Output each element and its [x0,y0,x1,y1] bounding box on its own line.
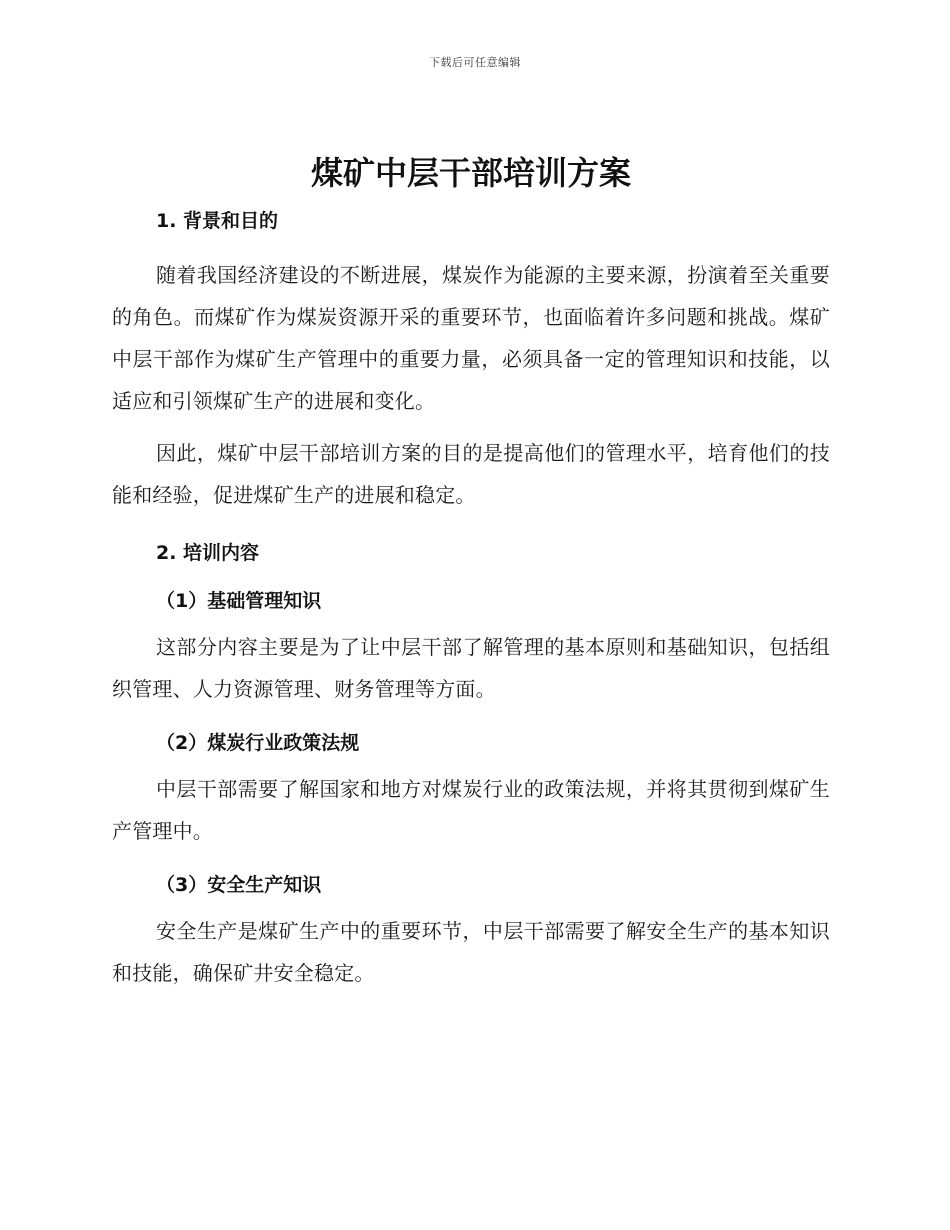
page-header-note: 下载后可任意编辑 [429,56,521,69]
subheading-safety-production: （3）安全生产知识 [156,874,322,896]
paragraph-background-2: 因此，煤矿中层干部培训方案的目的是提高他们的管理水平，培育他们的技能和经验，促进煤矿生产的进展和稳定。 [112,441,830,507]
document-body [112,150,830,994]
paragraph-basic-management: 这部分内容主要是为了让中层干部了解管理的基本原则和基础知识，包括组织管理、人力资源管理、财务管理等方面。 [112,635,830,701]
section-heading-training-content: 2. 培训内容 [156,542,260,564]
section-heading-background: 1. 背景和目的 [156,210,279,232]
paragraph-coal-policy: 中层干部需要了解国家和地方对煤炭行业的政策法规，并将其贯彻到煤矿生产管理中。 [112,777,830,843]
subheading-basic-management: （1）基础管理知识 [156,590,322,612]
paragraph-safety-production: 安全生产是煤矿生产中的重要环节，中层干部需要了解安全生产的基本知识和技能，确保矿井安全稳定。 [112,919,830,985]
subheading-coal-policy: （2）煤炭行业政策法规 [156,732,360,754]
paragraph-background-1: 随着我国经济建设的不断进展，煤炭作为能源的主要来源，扮演着至关重要的角色。而煤矿作为煤炭资源开采的重要环节，也面临着许多问题和挑战。煤矿中层干部作为煤矿生产管理中的重要力量，必须具备一定的管理知识和技能，以适应和引领煤矿生产的进展和变化。 [112,263,830,413]
document-title: 煤矿中层干部培训方案 [310,154,631,192]
